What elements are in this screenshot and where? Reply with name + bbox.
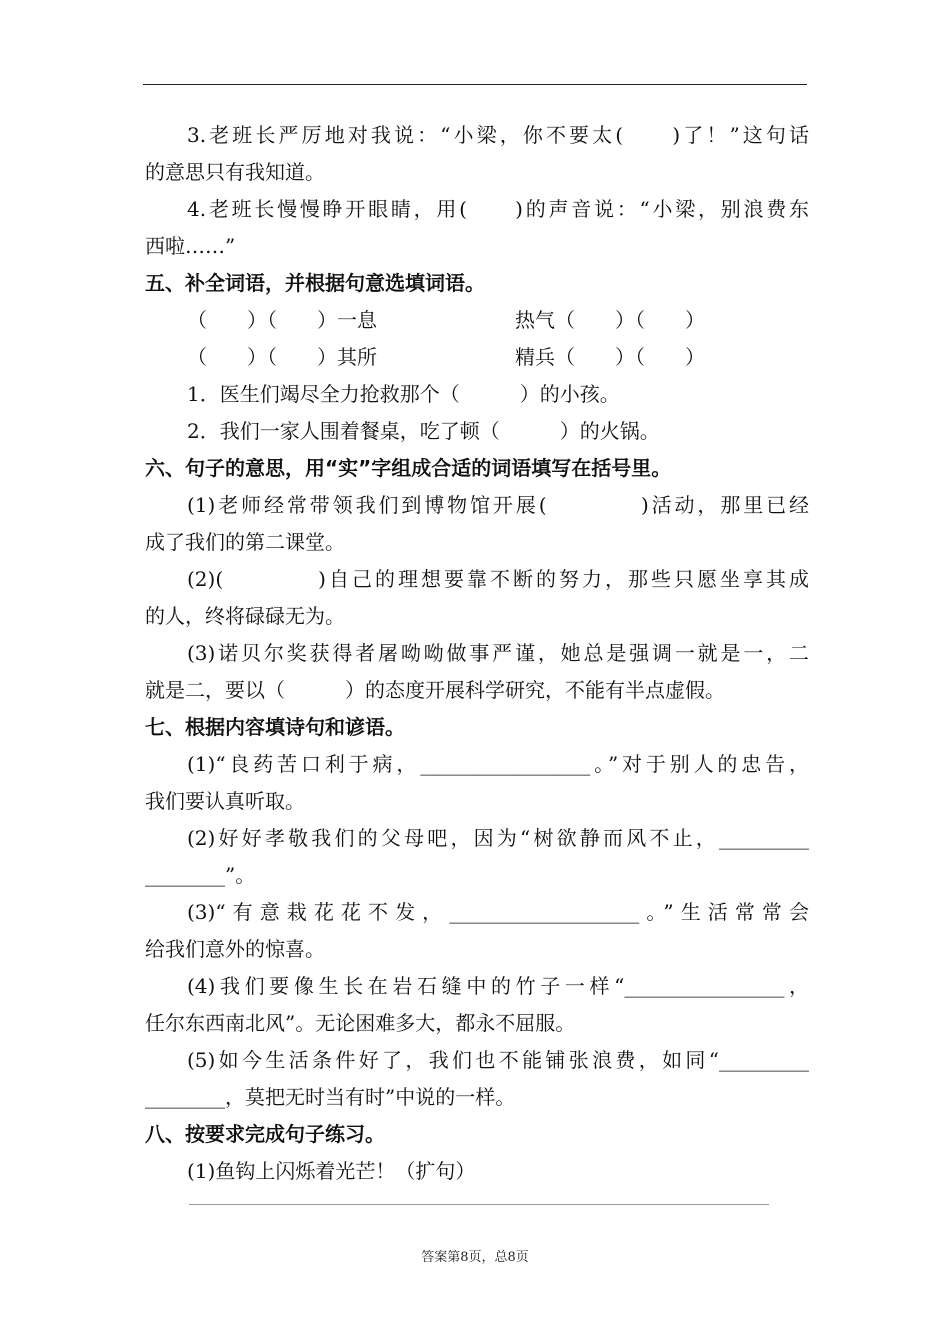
question-7-2-line-2: ________”。 [145,863,256,887]
question-4-4-line-1: 4.老班长慢慢睁开眼睛，用( )的声音说：“小梁，别浪费东 [187,197,809,221]
content-body [145,117,809,1190]
section-6-title: 六、句子的意思，用“实”字组成合适的词语填写在括号里。 [145,456,672,480]
question-6-2-line-1: (2)( )自己的理想要靠不断的努力，那些只愿坐享其成 [187,567,809,591]
question-5-2: 2．我们一家人围着餐桌，吃了顿（ ）的火锅。 [187,419,660,443]
answer-line [189,1204,769,1205]
question-4-3-line-1: 3.老班长严厉地对我说：“小梁，你不要太( )了！”这句话 [187,123,809,147]
question-6-3-line-2: 就是二，要以（ ）的态度开展科学研究，不能有半点虚假。 [145,678,725,702]
section-5-title: 五、补全词语，并根据句意选填词语。 [145,271,485,295]
question-7-4-line-1: (4)我们要像生长在岩石缝中的竹子一样“________________， [187,974,809,998]
section-7-title: 七、根据内容填诗句和谚语。 [145,715,405,739]
question-5-1: 1．医生们竭尽全力抢救那个（ ）的小孩。 [187,382,620,406]
word-fill-2: 热气（ ）（ ） [515,308,705,332]
question-7-3-line-2: 给我们意外的惊喜。 [145,937,325,961]
question-6-3-line-1: (3)诺贝尔奖获得者屠呦呦做事严谨，她总是强调一就是一，二 [187,641,809,665]
word-fill-4: 精兵（ ）（ ） [515,345,705,369]
question-7-5-line-1: (5)如今生活条件好了，我们也不能铺张浪费，如同“_________ [187,1048,809,1072]
question-7-3-line-1: (3)“有意栽花花不发，___________________。”生活常常会 [187,900,809,924]
question-6-1-line-1: (1)老师经常带领我们到博物馆开展( )活动，那里已经 [187,493,809,517]
question-6-1-line-2: 成了我们的第二课堂。 [145,530,345,554]
question-7-1-line-2: 我们要认真听取。 [145,789,305,813]
word-row-2 [145,339,809,376]
question-6-2-line-2: 的人，终将碌碌无为。 [145,604,345,628]
question-8-1: (1)鱼钩上闪烁着光芒！（扩句） [187,1159,476,1183]
question-7-1-line-1: (1)“良药苦口利于病，_________________。”对于别人的忠告， [187,752,809,776]
word-fill-1: （ ）（ ）一息 [187,308,377,332]
word-row-1 [145,302,809,339]
question-4-3-line-2: 的意思只有我知道。 [145,160,325,184]
header-rule [143,84,807,85]
question-4-4-line-2: 西啦……” [145,234,236,258]
question-7-2-line-1: (2)好好孝敬我们的父母吧，因为“树欲静而风不止，_________ [187,826,809,850]
word-fill-3: （ ）（ ）其所 [187,345,377,369]
question-7-4-line-2: 任尔东西南北风”。无论困难多大，都永不屈服。 [145,1011,576,1035]
question-7-5-line-2: ________，莫把无时当有时”中说的一样。 [145,1085,516,1109]
section-8-title: 八、按要求完成句子练习。 [145,1122,385,1146]
page-footer: 答案第8页，总8页 [421,1250,529,1265]
